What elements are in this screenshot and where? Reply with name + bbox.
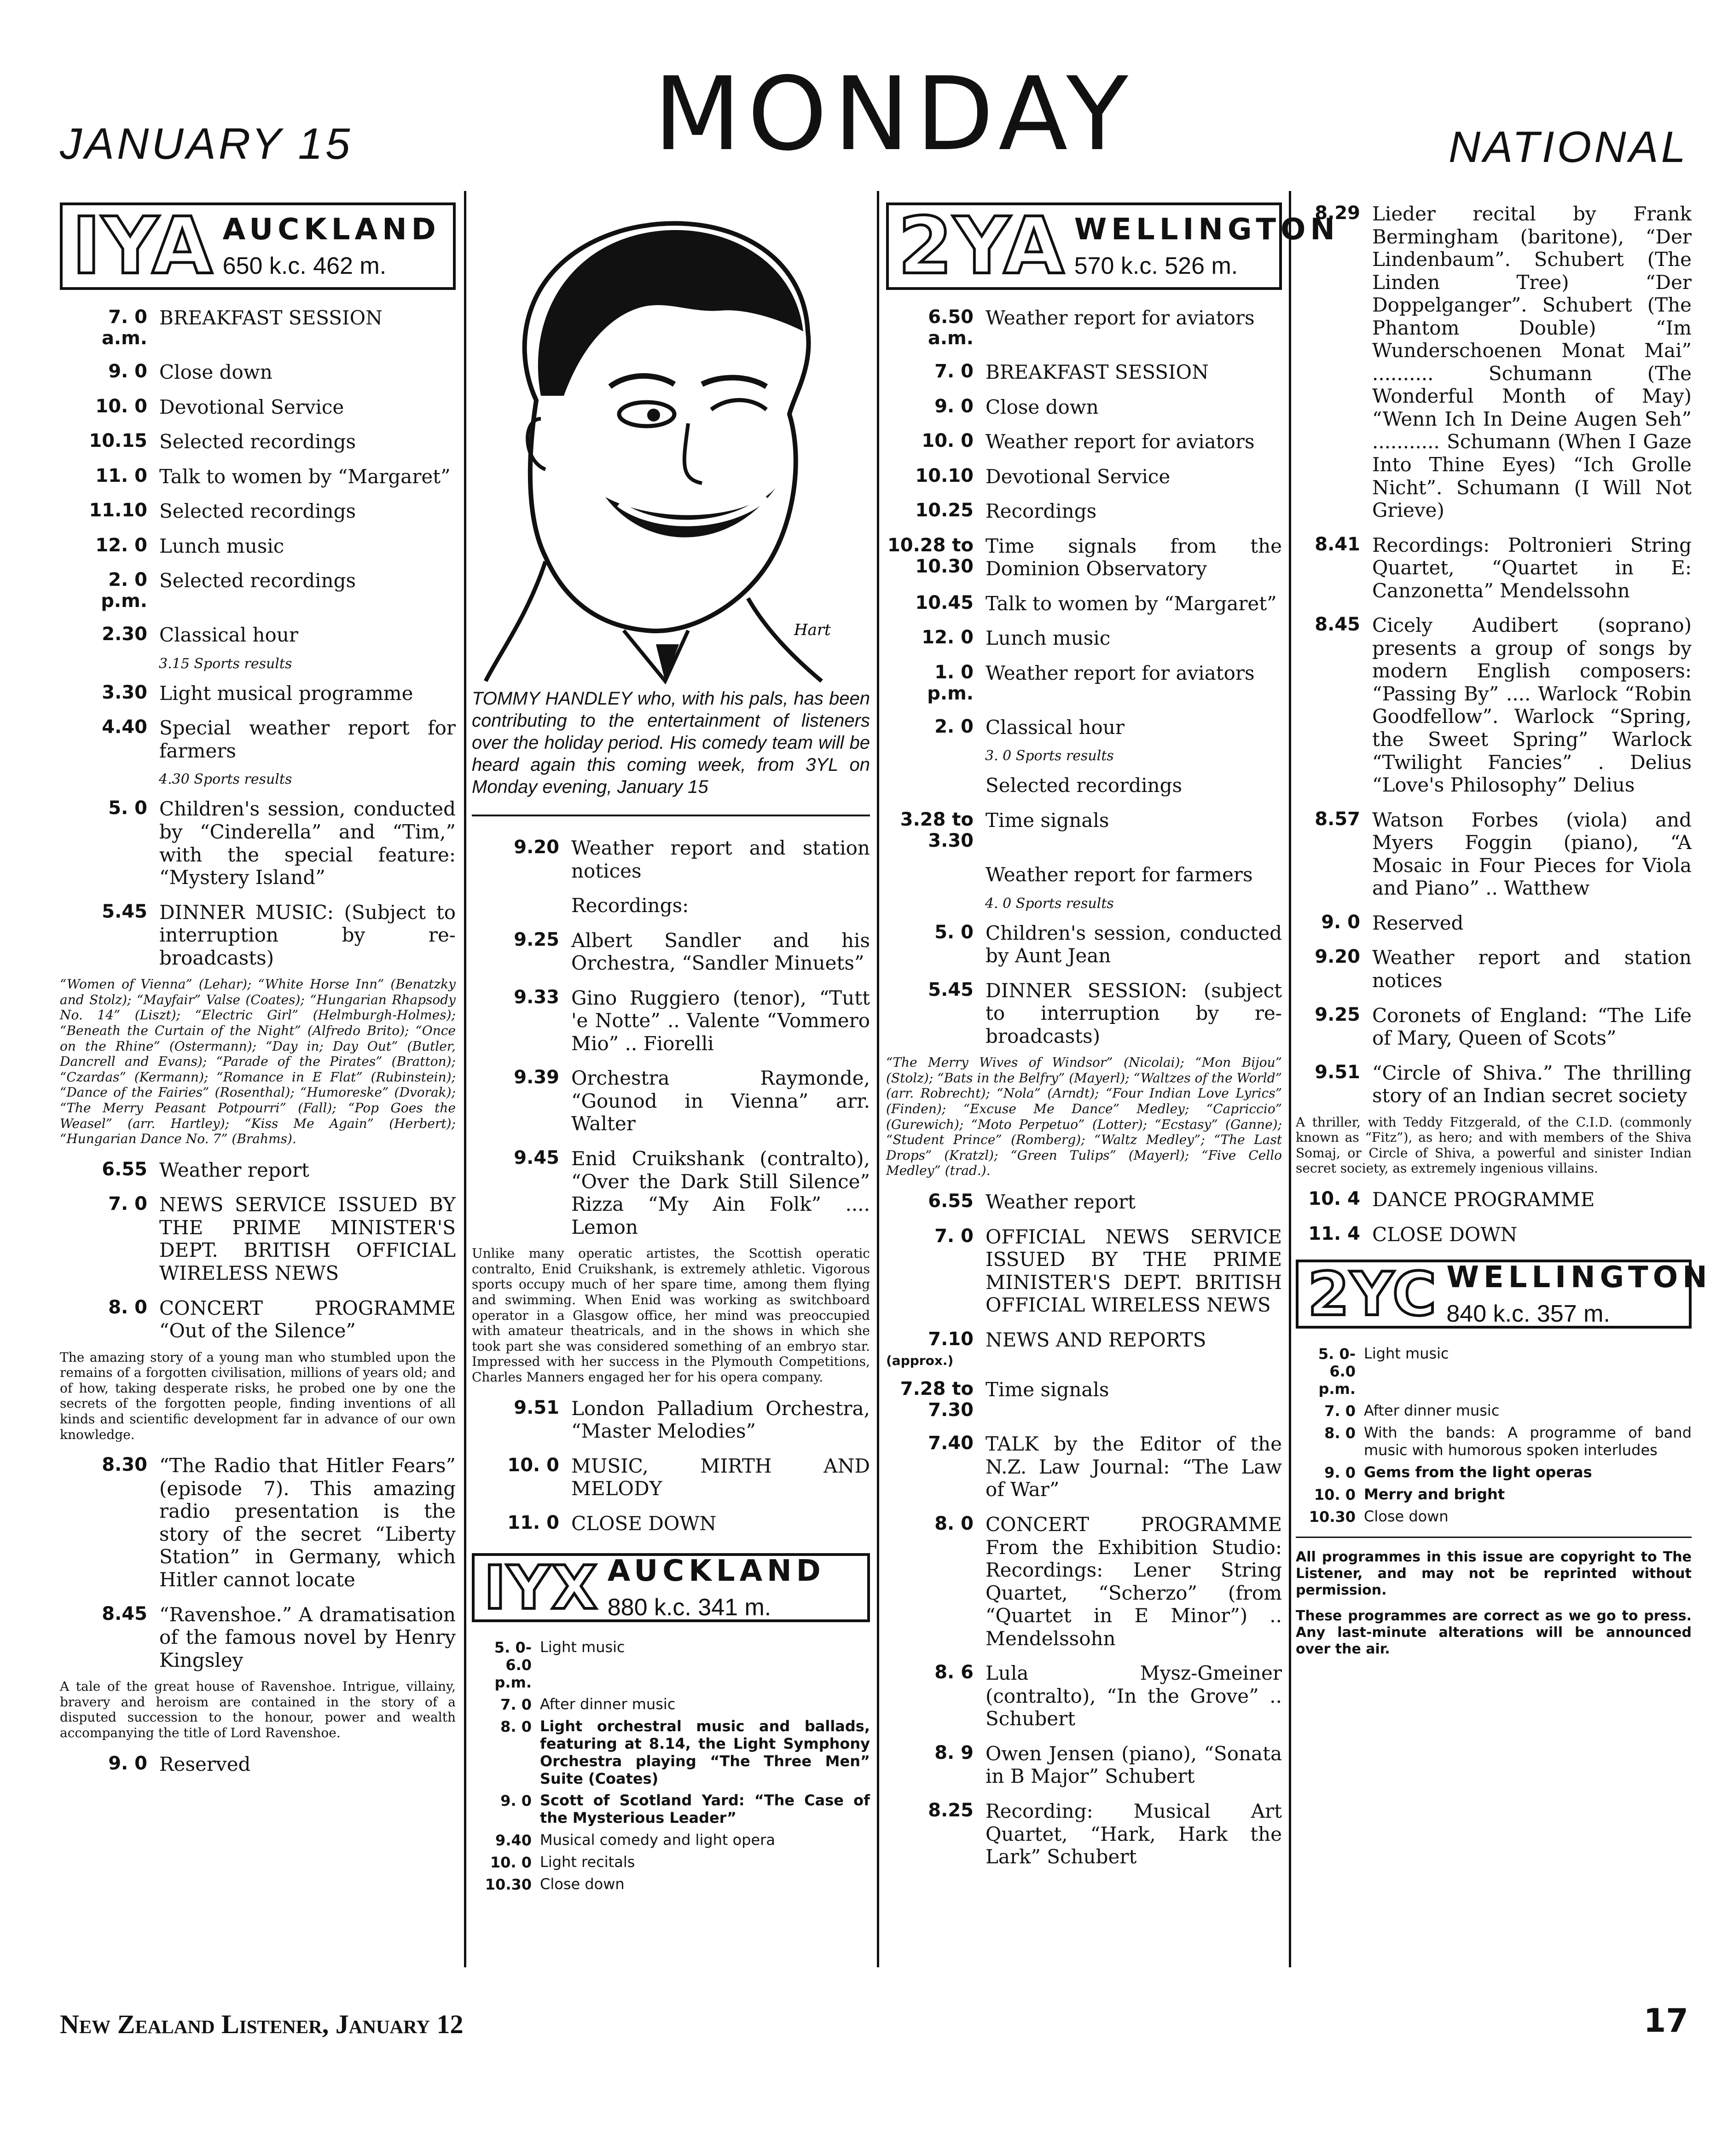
programme-item xyxy=(60,624,456,647)
alterations-notice: These programmes are correct as we go to press. Any last-minute alterations will be announced over the air. xyxy=(1296,1607,1692,1657)
programme-title: Lunch music xyxy=(159,534,284,557)
programme-item xyxy=(472,1832,870,1849)
caricature-illustration xyxy=(472,202,868,686)
programme-item xyxy=(60,306,456,349)
programme-time: 10.30 xyxy=(485,1875,532,1893)
programme-time: 12. 0 xyxy=(922,627,974,648)
programme-title: Lunch music xyxy=(986,627,1111,650)
programme-title: MUSIC, MIRTH AND MELODY xyxy=(571,1454,870,1500)
dinner-music-list: “Women of Vienna” (Lehar); “White Horse Inn” (Benatzky and Stolz); “Mayfair” Valse (Coates); “Hungarian Rhapsody No. 14” (Liszt); “Electric Girl” (Helmburgh-Holmes); “Beneath the Curtain of the Night” (Alfredo Brito); “Once on the Rhine” (Ostermann); “Day in; Day Out” (Butler, Dancrell and Evans); “Parade of the Pirates” (Bratton); “Czardas” (Kermann); “Romance in E Flat” (Rubinstein); “Dance of the Fairies” (Rosenthal); “Humoreske” (Dvorak); “The Merry Peasant Potpourri” (Fall); “Pop Goes the Weasel” (arr. Hartley); “Kiss Me Again” (Herbert); “Hungarian Dance No. 7” (Brahms). xyxy=(60,977,456,1147)
programme-item xyxy=(1296,809,1692,900)
station-city: AUCKLAND xyxy=(222,213,441,247)
programme-title: With the bands: A programme of band music with humorous spoken interludes xyxy=(1364,1424,1692,1459)
programme-item xyxy=(1296,1424,1692,1459)
programme-title: Selected recordings xyxy=(159,569,356,592)
programme-title: Close down xyxy=(986,395,1099,418)
programme-title: Light music xyxy=(1364,1345,1449,1363)
programme-title: Weather report for aviators xyxy=(986,306,1255,329)
programme-time: 8. 0 xyxy=(934,1513,974,1534)
programme-item xyxy=(60,361,456,384)
station-logo: IYX xyxy=(484,1553,598,1623)
programme-time: 8.41 xyxy=(1315,533,1360,555)
programme-item xyxy=(472,929,870,975)
programme-time: 11. 0 xyxy=(507,1512,559,1533)
programme-item xyxy=(886,774,1282,797)
station-frequency: 650 k.c. 462 m. xyxy=(222,253,387,279)
programme-title: Weather report for aviators xyxy=(986,661,1255,684)
programme-title: Weather report xyxy=(986,1191,1136,1214)
programme-item xyxy=(886,1433,1282,1501)
programme-time: 8.45 xyxy=(102,1603,147,1624)
programme-item xyxy=(472,987,870,1055)
sports-results-note: 3. 0 Sports results xyxy=(985,748,1114,764)
programme-item xyxy=(472,1876,870,1893)
programme-item xyxy=(60,1159,456,1182)
programme-time: 3.30 xyxy=(102,682,147,703)
programme-item xyxy=(1296,1402,1692,1420)
programme-item xyxy=(60,1603,456,1672)
programme-title: Enid Cruikshank (contralto), “Over the Dark Still Silence” Rizza “My Ain Folk” .... Lemon xyxy=(571,1147,870,1238)
programme-item xyxy=(886,535,1282,580)
programme-time xyxy=(472,894,571,917)
programme-item xyxy=(1296,1486,1692,1503)
programme-title: CONCERT PROGRAMME “Out of the Silence” xyxy=(159,1296,456,1342)
programme-title: Light recitals xyxy=(540,1853,635,1871)
programme-time: 9.25 xyxy=(1315,1004,1360,1025)
programme-item xyxy=(472,894,870,917)
programme-title: Light music xyxy=(540,1638,625,1656)
programme-item xyxy=(60,396,456,419)
programme-item xyxy=(886,922,1282,967)
2yc-schedule xyxy=(1296,1345,1692,1526)
column-divider xyxy=(1289,191,1291,1967)
programme-time: 7. 0 a.m. xyxy=(101,306,147,349)
programme-title: BREAKFAST SESSION xyxy=(159,306,383,329)
programme-title: Orchestra Raymonde, “Gounod in Vienna” arr. Walter xyxy=(571,1067,870,1135)
station-logo: IYA xyxy=(72,201,214,292)
programme-title: Recordings: xyxy=(571,894,689,917)
station-city: AUCKLAND xyxy=(607,1554,825,1589)
programme-title: Recordings: Poltronieri String Quartet, “Quartet in E: Canzonetta” Mendelssohn xyxy=(1372,533,1692,602)
programme-time: 10. 0 xyxy=(1314,1486,1356,1503)
programme-title: Weather report and station notices xyxy=(1372,946,1692,992)
page-number: 17 xyxy=(1643,2002,1688,2040)
programme-title: Close down xyxy=(540,1875,625,1893)
programme-title: BREAKFAST SESSION xyxy=(986,361,1209,383)
programme-title: DANCE PROGRAMME xyxy=(1372,1188,1595,1211)
programme-time: 9.51 xyxy=(514,1397,559,1418)
station-logo: 2YC xyxy=(1308,1259,1438,1329)
programme-time: 8. 9 xyxy=(934,1742,974,1763)
programme-title: Classical hour xyxy=(159,624,298,647)
station-frequency: 840 k.c. 357 m. xyxy=(1446,1301,1610,1328)
programme-time: 10.45 xyxy=(915,592,974,613)
programme-item xyxy=(886,500,1282,523)
programme-time: 10. 0 xyxy=(490,1853,532,1871)
programme-title: Weather report for farmers xyxy=(986,863,1253,886)
programme-item xyxy=(472,1455,870,1500)
right-column xyxy=(1296,202,1712,1658)
programme-title: OFFICIAL NEWS SERVICE ISSUED BY THE PRIME MINISTER'S DEPT. BRITISH OFFICIAL WIRELESS NEWS xyxy=(986,1225,1282,1317)
programme-time xyxy=(886,774,986,797)
programme-title: Watson Forbes (viola) and Myers Foggin (piano), “A Mosaic in Four Pieces for Viola and Piano” .. Watthew xyxy=(1372,808,1692,900)
programme-title: Selected recordings xyxy=(159,500,356,523)
programme-time: 2. 0 xyxy=(934,716,974,737)
programme-time: 8.29 xyxy=(1315,202,1360,224)
programme-title: Devotional Service xyxy=(159,395,344,418)
programme-time: 6.50 a.m. xyxy=(928,306,974,349)
programme-title: “Ravenshoe.” A dramatisation of the famous novel by Henry Kingsley xyxy=(159,1603,456,1671)
programme-item xyxy=(472,1397,870,1443)
programme-title: Gino Ruggiero (tenor), “Tutt 'e Notte” .. Valente “Vommero Mio” .. Fiorelli xyxy=(571,986,870,1055)
programme-title: NEWS SERVICE ISSUED BY THE PRIME MINISTER'S DEPT. BRITISH OFFICIAL WIRELESS NEWS xyxy=(159,1193,456,1285)
programme-item xyxy=(886,863,1282,886)
sports-results-note: 3.15 Sports results xyxy=(159,655,292,672)
programme-title: “The Radio that Hitler Fears” (episode 7). This amazing radio presentation is the story of the secret “Liberty Station” in Germany, which Hitler cannot locate xyxy=(159,1454,456,1591)
programme-item xyxy=(472,1147,870,1238)
programme-title: Time signals xyxy=(986,1378,1109,1401)
column-divider xyxy=(464,191,466,1967)
programme-time: 10. 4 xyxy=(1308,1188,1360,1210)
programme-title: Recording: Musical Art Quartet, “Hark, Hark the Lark” Schubert xyxy=(986,1799,1282,1868)
programme-description: A tale of the great house of Ravenshoe. Intrigue, villainy, bravery and heroism are contained in the story of a disputed succession to the honour, power and wealth accompanying the title of Lord Ravenshoe. xyxy=(60,1679,456,1740)
programme-title: Close down xyxy=(1364,1507,1449,1525)
programme-time: 9. 0 xyxy=(108,361,147,382)
programme-item xyxy=(886,465,1282,488)
programme-time: 5. 0 xyxy=(934,921,974,943)
programme-item xyxy=(60,1193,456,1284)
programme-time: 10.25 xyxy=(915,500,974,521)
programme-item xyxy=(1296,202,1692,522)
programme-item xyxy=(472,1854,870,1871)
programme-title: Merry and bright xyxy=(1364,1485,1505,1503)
programme-time: 8.30 xyxy=(102,1454,147,1476)
programme-title: Light musical programme xyxy=(159,682,413,705)
programme-item xyxy=(60,717,456,762)
station-frequency: 880 k.c. 341 m. xyxy=(607,1594,771,1621)
programme-time: 9. 0 xyxy=(934,395,974,417)
programme-item xyxy=(886,1800,1282,1868)
programme-time: 9.20 xyxy=(514,837,559,858)
programme-title: Time signals xyxy=(986,809,1109,832)
programme-title: Lula Mysz-Gmeiner (contralto), “In the Grove” .. Schubert xyxy=(986,1662,1282,1730)
programme-time: 10.15 xyxy=(89,430,147,452)
programme-time: 9. 0 xyxy=(108,1752,147,1774)
programme-item xyxy=(60,901,456,970)
programme-time: 8. 6 xyxy=(934,1662,974,1683)
iyx-schedule xyxy=(472,1639,870,1893)
section-divider xyxy=(1296,1537,1692,1538)
programme-time: 11. 0 xyxy=(95,465,147,486)
programme-title: Talk to women by “Margaret” xyxy=(159,465,451,488)
programme-time: 7.28 to 7.30 xyxy=(900,1378,974,1421)
programme-time: 6.55 xyxy=(928,1191,974,1212)
programme-item xyxy=(886,396,1282,419)
middle-column xyxy=(472,202,870,1898)
programme-item xyxy=(886,430,1282,453)
programme-title: Weather report for aviators xyxy=(986,430,1255,453)
programme-description: A thriller, with Teddy Fitzgerald, of the C.I.D. (commonly known as “Fitz”), as hero; and with members of the Shiva Somaj, or Circle of Shiva, a powerful and sinister Indian secret society, as extremely ingenious villains. xyxy=(1296,1114,1692,1176)
programme-time: 9.20 xyxy=(1315,946,1360,968)
programme-item xyxy=(60,798,456,889)
programme-time: 8.57 xyxy=(1315,808,1360,830)
publication-footer: New Zealand Listener, January 12 xyxy=(60,2009,464,2039)
programme-title: London Palladium Orchestra, “Master Melodies” xyxy=(571,1397,870,1443)
programme-title: Time signals from the Dominion Observatory xyxy=(986,534,1282,580)
programme-time: 7.10 xyxy=(928,1328,974,1350)
programme-time: 10.28 to 10.30 xyxy=(887,534,974,577)
programme-time: 11. 4 xyxy=(1308,1223,1360,1244)
programme-time: 9.39 xyxy=(514,1067,559,1088)
programme-item xyxy=(886,1191,1282,1214)
station-banner-iya xyxy=(60,202,456,290)
programme-time: 7. 0 xyxy=(108,1193,147,1215)
programme-time: 4.40 xyxy=(102,717,147,738)
programme-item xyxy=(472,1512,870,1535)
programme-title: Children's session, conducted by “Cinderella” and “Tim,” with the special feature: “Mystery Island” xyxy=(159,798,456,889)
programme-item xyxy=(60,682,456,705)
programme-item xyxy=(472,1639,870,1691)
programme-item xyxy=(60,1454,456,1591)
programme-item xyxy=(472,1696,870,1713)
programme-item xyxy=(886,716,1282,739)
programme-time: 10. 0 xyxy=(507,1454,559,1476)
programme-item xyxy=(60,430,456,453)
programme-item xyxy=(1296,1345,1692,1398)
programme-time: 9. 0 xyxy=(1324,1463,1356,1481)
programme-title: TALK by the Editor of the N.Z. Law Journal: “The Law of War” xyxy=(986,1433,1282,1501)
programme-title: Weather report and station notices xyxy=(571,837,870,882)
programme-title: Light orchestral music and ballads, featuring at 8.14, the Light Symphony Orchestra playing “The Three Men” Suite (Coates) xyxy=(540,1717,870,1787)
programme-item xyxy=(60,535,456,558)
programme-time: 12. 0 xyxy=(95,534,147,556)
programme-title: NEWS AND REPORTS xyxy=(986,1328,1206,1351)
station-logo: 2YA xyxy=(898,201,1065,292)
programme-time: 10.30 xyxy=(1309,1508,1356,1526)
programme-title: Recordings xyxy=(986,500,1097,523)
programme-title: Musical comedy and light opera xyxy=(540,1831,775,1849)
programme-title: CONCERT PROGRAMME From the Exhibition Studio: Recordings: Lener String Quartet, “Scherzo” (from “Quartet in E Minor”) .. Mendelssohn xyxy=(986,1513,1282,1650)
programme-title: Weather report xyxy=(159,1158,309,1181)
programme-title: Scott of Scotland Yard: “The Case of the Mysterious Leader” xyxy=(540,1792,870,1827)
programme-title: DINNER MUSIC: (Subject to interruption by re-broadcasts) xyxy=(159,901,456,969)
programme-item xyxy=(60,500,456,523)
station-frequency: 570 k.c. 526 m. xyxy=(1074,253,1238,279)
programme-item xyxy=(886,306,1282,349)
programme-title: Reserved xyxy=(159,1752,251,1775)
section-divider xyxy=(472,815,870,816)
programme-time xyxy=(886,863,986,886)
programme-item xyxy=(886,809,1282,851)
programme-item xyxy=(1296,912,1692,935)
programme-time: 9. 0 xyxy=(500,1792,532,1810)
programme-item xyxy=(1296,1062,1692,1107)
programme-time: 3.28 to 3.30 xyxy=(900,809,974,852)
issue-date: JANUARY 15 xyxy=(60,119,353,168)
programme-time: 8.25 xyxy=(928,1799,974,1821)
programme-item xyxy=(886,979,1282,1048)
programme-time: 10. 0 xyxy=(922,430,974,452)
programme-item xyxy=(886,361,1282,384)
programme-item xyxy=(886,592,1282,615)
programme-title: Talk to women by “Margaret” xyxy=(986,592,1277,615)
programme-time: 7. 0 xyxy=(1324,1402,1356,1420)
programme-time: 2. 0 p.m. xyxy=(101,569,147,612)
programme-title: After dinner music xyxy=(1364,1402,1500,1420)
programme-item xyxy=(1296,534,1692,602)
illustration-caption: TOMMY HANDLEY who, with his pals, has been contributing to the entertainment of listeners over the holiday period. His comedy team will be heard again this coming week, from 3YL on Monday evening, January 15 xyxy=(472,688,870,797)
programme-title: “Circle of Shiva.” The thrilling story of an Indian secret society xyxy=(1372,1061,1692,1107)
programme-title: Classical hour xyxy=(986,716,1125,739)
programme-time: 11.10 xyxy=(89,500,147,521)
programme-item xyxy=(472,837,870,882)
programme-time: 1. 0 p.m. xyxy=(927,661,974,704)
programme-item xyxy=(60,1297,456,1342)
programme-time: 8. 0 xyxy=(1324,1424,1356,1442)
programme-title: Close down xyxy=(159,361,272,383)
programme-item xyxy=(886,1378,1282,1421)
programme-item xyxy=(60,465,456,488)
programme-item xyxy=(886,1513,1282,1650)
programme-time: 9.45 xyxy=(514,1147,559,1169)
programme-title: Special weather report for farmers xyxy=(159,717,456,762)
programme-title: CLOSE DOWN xyxy=(1372,1223,1518,1246)
sports-results-note: 4.30 Sports results xyxy=(159,771,292,788)
programme-title: Coronets of England: “The Life of Mary, Queen of Scots” xyxy=(1372,1004,1692,1050)
programme-item xyxy=(1296,1508,1692,1526)
sports-results-note: 4. 0 Sports results xyxy=(985,895,1114,912)
programme-time: 9. 0 xyxy=(1321,911,1360,933)
programme-title: Children's session, conducted by Aunt Jean xyxy=(986,921,1282,967)
programme-time: 7. 0 xyxy=(500,1696,532,1714)
programme-time: 5.45 xyxy=(928,979,974,1000)
programme-item xyxy=(1296,946,1692,992)
programme-title: Selected recordings xyxy=(986,774,1183,797)
programme-time: 8.45 xyxy=(1315,614,1360,636)
approx-note: (approx.) xyxy=(886,1353,954,1369)
iya-column xyxy=(60,202,456,1787)
programme-item xyxy=(60,1753,456,1776)
programme-time: 7.40 xyxy=(928,1433,974,1454)
programme-description: The amazing story of a young man who stumbled upon the remains of a forgotten civilisation, millions of years old; and of how, taking desperate risks, he probed one by one the secrets of the forgotten people, finding inventions of all kinds and scientific development far in advance of our own knowledge. xyxy=(60,1349,456,1442)
programme-title: After dinner music xyxy=(540,1695,676,1713)
programme-time: 5. 0-6.0 p.m. xyxy=(494,1639,532,1692)
programme-item xyxy=(1296,1188,1692,1211)
programme-time: 10.10 xyxy=(915,465,974,486)
programme-item xyxy=(472,1792,870,1827)
programme-title: Owen Jensen (piano), “Sonata in B Major” Schubert xyxy=(986,1742,1282,1788)
page-title: MONDAY xyxy=(654,55,1135,173)
programme-time: 5. 0 xyxy=(108,798,147,819)
network-label: NATIONAL xyxy=(1449,122,1688,172)
programme-item xyxy=(886,1742,1282,1788)
programme-time: 8. 0 xyxy=(108,1296,147,1318)
programme-title: DINNER SESSION: (subject to interruption by re-broadcasts) xyxy=(986,979,1282,1047)
dinner-music-list: “The Merry Wives of Windsor” (Nicolai); “Mon Bijou” (Stolz); “Bats in the Belfry” (Mayerl); “Waltzes of the World” (arr. Robrecht); “Nola” (Arndt); “Four Indian Love Lyrics” (Finden); “Excuse Me Dance” Medley; “Capriccio” (Gurewich); “Moto Perpetuo” (Lotter); “Ecstasy” (Ganne); “Student Prince” (Romberg); “Waltz Medley”; “The Last Drops” (Kratzl); “Green Tulips” (Mayerl); “Five Cello Medley” (trad.). xyxy=(886,1055,1282,1179)
artist-biography: Unlike many operatic artistes, the Scottish operatic contralto, Enid Cruikshank, is extremely athletic. Vigorous sports occupy much of her spare time, among them flying and swimming. When Enid was working as switchboard operator in a Glasgow office, her mind was preoccupied with amateur theatricals, and in the shows in which she took part she was considered something of an embryo star. Impressed with her success in the Plymouth Competitions, Charles Manners engaged her for his opera company. xyxy=(472,1246,870,1385)
programme-item xyxy=(1296,1464,1692,1481)
programme-time: 7. 0 xyxy=(934,1225,974,1247)
programme-time: 10. 0 xyxy=(95,395,147,417)
programme-title: Gems from the light operas xyxy=(1364,1463,1592,1481)
programme-item xyxy=(886,627,1282,650)
programme-item xyxy=(1296,1004,1692,1050)
station-banner-iyx xyxy=(472,1553,870,1622)
programme-title: CLOSE DOWN xyxy=(571,1512,717,1535)
station-city: WELLINGTON xyxy=(1446,1260,1712,1295)
station-city: WELLINGTON xyxy=(1074,213,1339,247)
programme-title: Selected recordings xyxy=(159,430,356,453)
programme-time: 6.55 xyxy=(102,1158,147,1180)
programme-time: 9.40 xyxy=(495,1831,532,1849)
programme-time: 9.51 xyxy=(1315,1061,1360,1083)
programme-item xyxy=(886,662,1282,704)
programme-item xyxy=(472,1067,870,1135)
programme-time: 7. 0 xyxy=(934,361,974,382)
programme-title: Devotional Service xyxy=(986,465,1171,488)
programme-item xyxy=(886,1329,1282,1352)
programme-time: 2.30 xyxy=(102,624,147,645)
column-divider xyxy=(877,191,879,1967)
programme-time: 8. 0 xyxy=(500,1718,532,1736)
programme-item xyxy=(60,569,456,612)
programme-time: 9.25 xyxy=(514,929,559,950)
programme-item xyxy=(886,1225,1282,1317)
programme-title: Lieder recital by Frank Bermingham (baritone), “Der Lindenbaum”. Schubert (The Linden Tree) “Der Doppelganger”. Schubert (The Phantom Double) “Im Wunderschoenen Monat Mai” .......... Schumann (The Wonderful Month of May) “Wenn Ich In Deine Augen Seh” ........... Schumann (When I Gaze Into Thine Eyes) “Ich Grolle Nicht”. Schumann (I Will Not Grieve) xyxy=(1372,202,1692,522)
station-banner-2yc xyxy=(1296,1259,1712,1329)
programme-item xyxy=(1296,614,1692,796)
programme-time: 5.45 xyxy=(102,901,147,922)
programme-item xyxy=(472,1718,870,1787)
artist-signature: Hart xyxy=(794,621,831,639)
copyright-notice: All programmes in this issue are copyright to The Listener, and may not be reprinted without permission. xyxy=(1296,1549,1692,1598)
programme-title: Reserved xyxy=(1372,911,1464,934)
programme-item xyxy=(886,1662,1282,1730)
programme-title: Albert Sandler and his Orchestra, “Sandler Minuets” xyxy=(571,929,870,975)
programme-time: 5. 0-6.0 p.m. xyxy=(1318,1345,1356,1398)
programme-item xyxy=(1296,1223,1692,1246)
programme-title: Cicely Audibert (soprano) presents a group of songs by modern English composers: “Passing By” .... Warlock “Robin Goodfellow”. Warlock “Spring, the Sweet Spring” Warlock “Twilight Fancies” . Delius “Love's Philosophy” Delius xyxy=(1372,614,1692,797)
programme-time: 9.33 xyxy=(514,986,559,1008)
